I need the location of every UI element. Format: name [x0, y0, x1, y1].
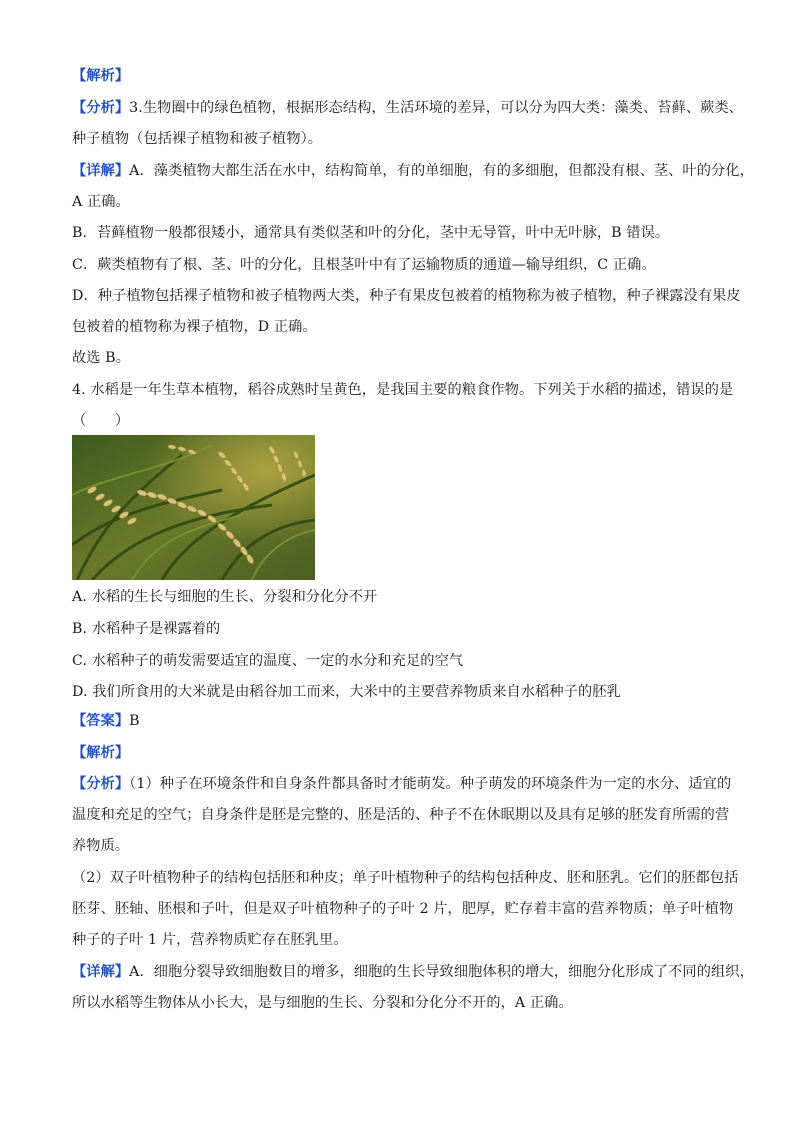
answer-line — [72, 711, 724, 731]
detail-d-line: D．种子植物包括裸子植物和被子植物两大类，种子有果皮包被着的植物称为被子植物，种子裸露没有果皮 — [72, 288, 741, 304]
fenxi-p2-line2: 胚芽、胚轴、胚根和子叶，但是双子叶植物种子的子叶 2 片，肥厚，贮存着丰富的营养物质；单子叶植物 — [72, 901, 734, 917]
answer-value: B — [129, 713, 140, 729]
answer-tag: 【答案】 — [72, 713, 130, 729]
question-stem-blank: （ ） — [72, 413, 130, 429]
xiangjie-tag: 【详解】 — [72, 163, 130, 179]
rice-plant-image — [72, 435, 315, 580]
option-b: B. 水稻种子是裸露着的 — [72, 621, 221, 637]
fenxi-p2-line1: （2）双子叶植物种子的结构包括胚和种皮；单子叶植物种子的结构包括种皮、胚和胚乳。它们的胚都包括 — [72, 870, 739, 886]
detail-d-cont: 包被着的植物称为裸子植物，D 正确。 — [72, 319, 317, 335]
detail-a-line: A．藻类植物大都生活在水中，结构简单，有的单细胞，有的多细胞，但都没有根、茎、叶的分化， — [129, 163, 754, 179]
xiangjie-line2: 所以水稻等生物体从小长大，是与细胞的生长、分裂和分化分不开的，A 正确。 — [72, 995, 573, 1011]
xiangjie-tag: 【详解】 — [72, 964, 130, 980]
fenxi-tag: 【分析】 — [72, 776, 130, 792]
detail-paragraph-line — [72, 962, 754, 982]
fenxi-text: 3.生物圈中的绿色植物，根据形态结构，生活环境的差异，可以分为四大类：藻类、苔藓、蕨类、 — [129, 100, 743, 116]
fenxi-p1-line3: 养物质。 — [72, 838, 130, 854]
option-d: D. 我们所食用的大米就是由稻谷加工而来，大米中的主要营养物质来自水稻种子的胚乳 — [72, 684, 621, 700]
fenxi-p2-line3: 种子的子叶 1 片，营养物质贮存在胚乳里。 — [72, 932, 348, 948]
conclusion-line: 故选 B。 — [72, 350, 130, 366]
detail-c-line: C．蕨类植物有了根、茎、叶的分化，且根茎叶中有了运输物质的通道—输导组织，C 正确。 — [72, 257, 656, 273]
fenxi-tag: 【分析】 — [72, 100, 130, 116]
fenxi-text-cont: 种子植物（包括裸子植物和被子植物）。 — [72, 131, 323, 147]
option-c: C. 水稻种子的萌发需要适宜的温度、一定的水分和充足的空气 — [72, 653, 464, 669]
fenxi-p1-line1: （1）种子在环境条件和自身条件都具备时才能萌发。种子萌发的环境条件为一定的水分、适宜的 — [129, 776, 732, 792]
analysis-heading — [72, 66, 724, 86]
detail-a-cont: A 正确。 — [72, 194, 130, 210]
analysis-tag: 【解析】 — [72, 745, 130, 761]
analysis-paragraph-line — [72, 129, 724, 149]
detail-paragraph-line — [72, 161, 754, 181]
xiangjie-line1: A．细胞分裂导致细胞数目的增多，细胞的生长导致细胞体积的增大，细胞分化形成了不同的组织， — [129, 964, 754, 980]
question-stem: 4. 水稻是一年生草本植物，稻谷成熟时呈黄色，是我国主要的粮食作物。下列关于水稻的描述，错误的是 — [72, 382, 734, 398]
detail-b-line: B．苔藓植物一般都很矮小，通常具有类似茎和叶的分化，茎中无导管，叶中无叶脉，B 错误。 — [72, 225, 670, 241]
option-a: A. 水稻的生长与细胞的生长、分裂和分化分不开 — [72, 589, 378, 605]
analysis-tag: 【解析】 — [72, 68, 130, 84]
analysis-paragraph-line — [72, 98, 743, 118]
analysis-heading — [72, 743, 724, 763]
analysis-paragraph-line — [72, 774, 732, 794]
fenxi-p1-line2: 温度和充足的空气；自身条件是胚是完整的、胚是活的、种子不在休眠期以及具有足够的胚发育所需的营 — [72, 807, 730, 823]
